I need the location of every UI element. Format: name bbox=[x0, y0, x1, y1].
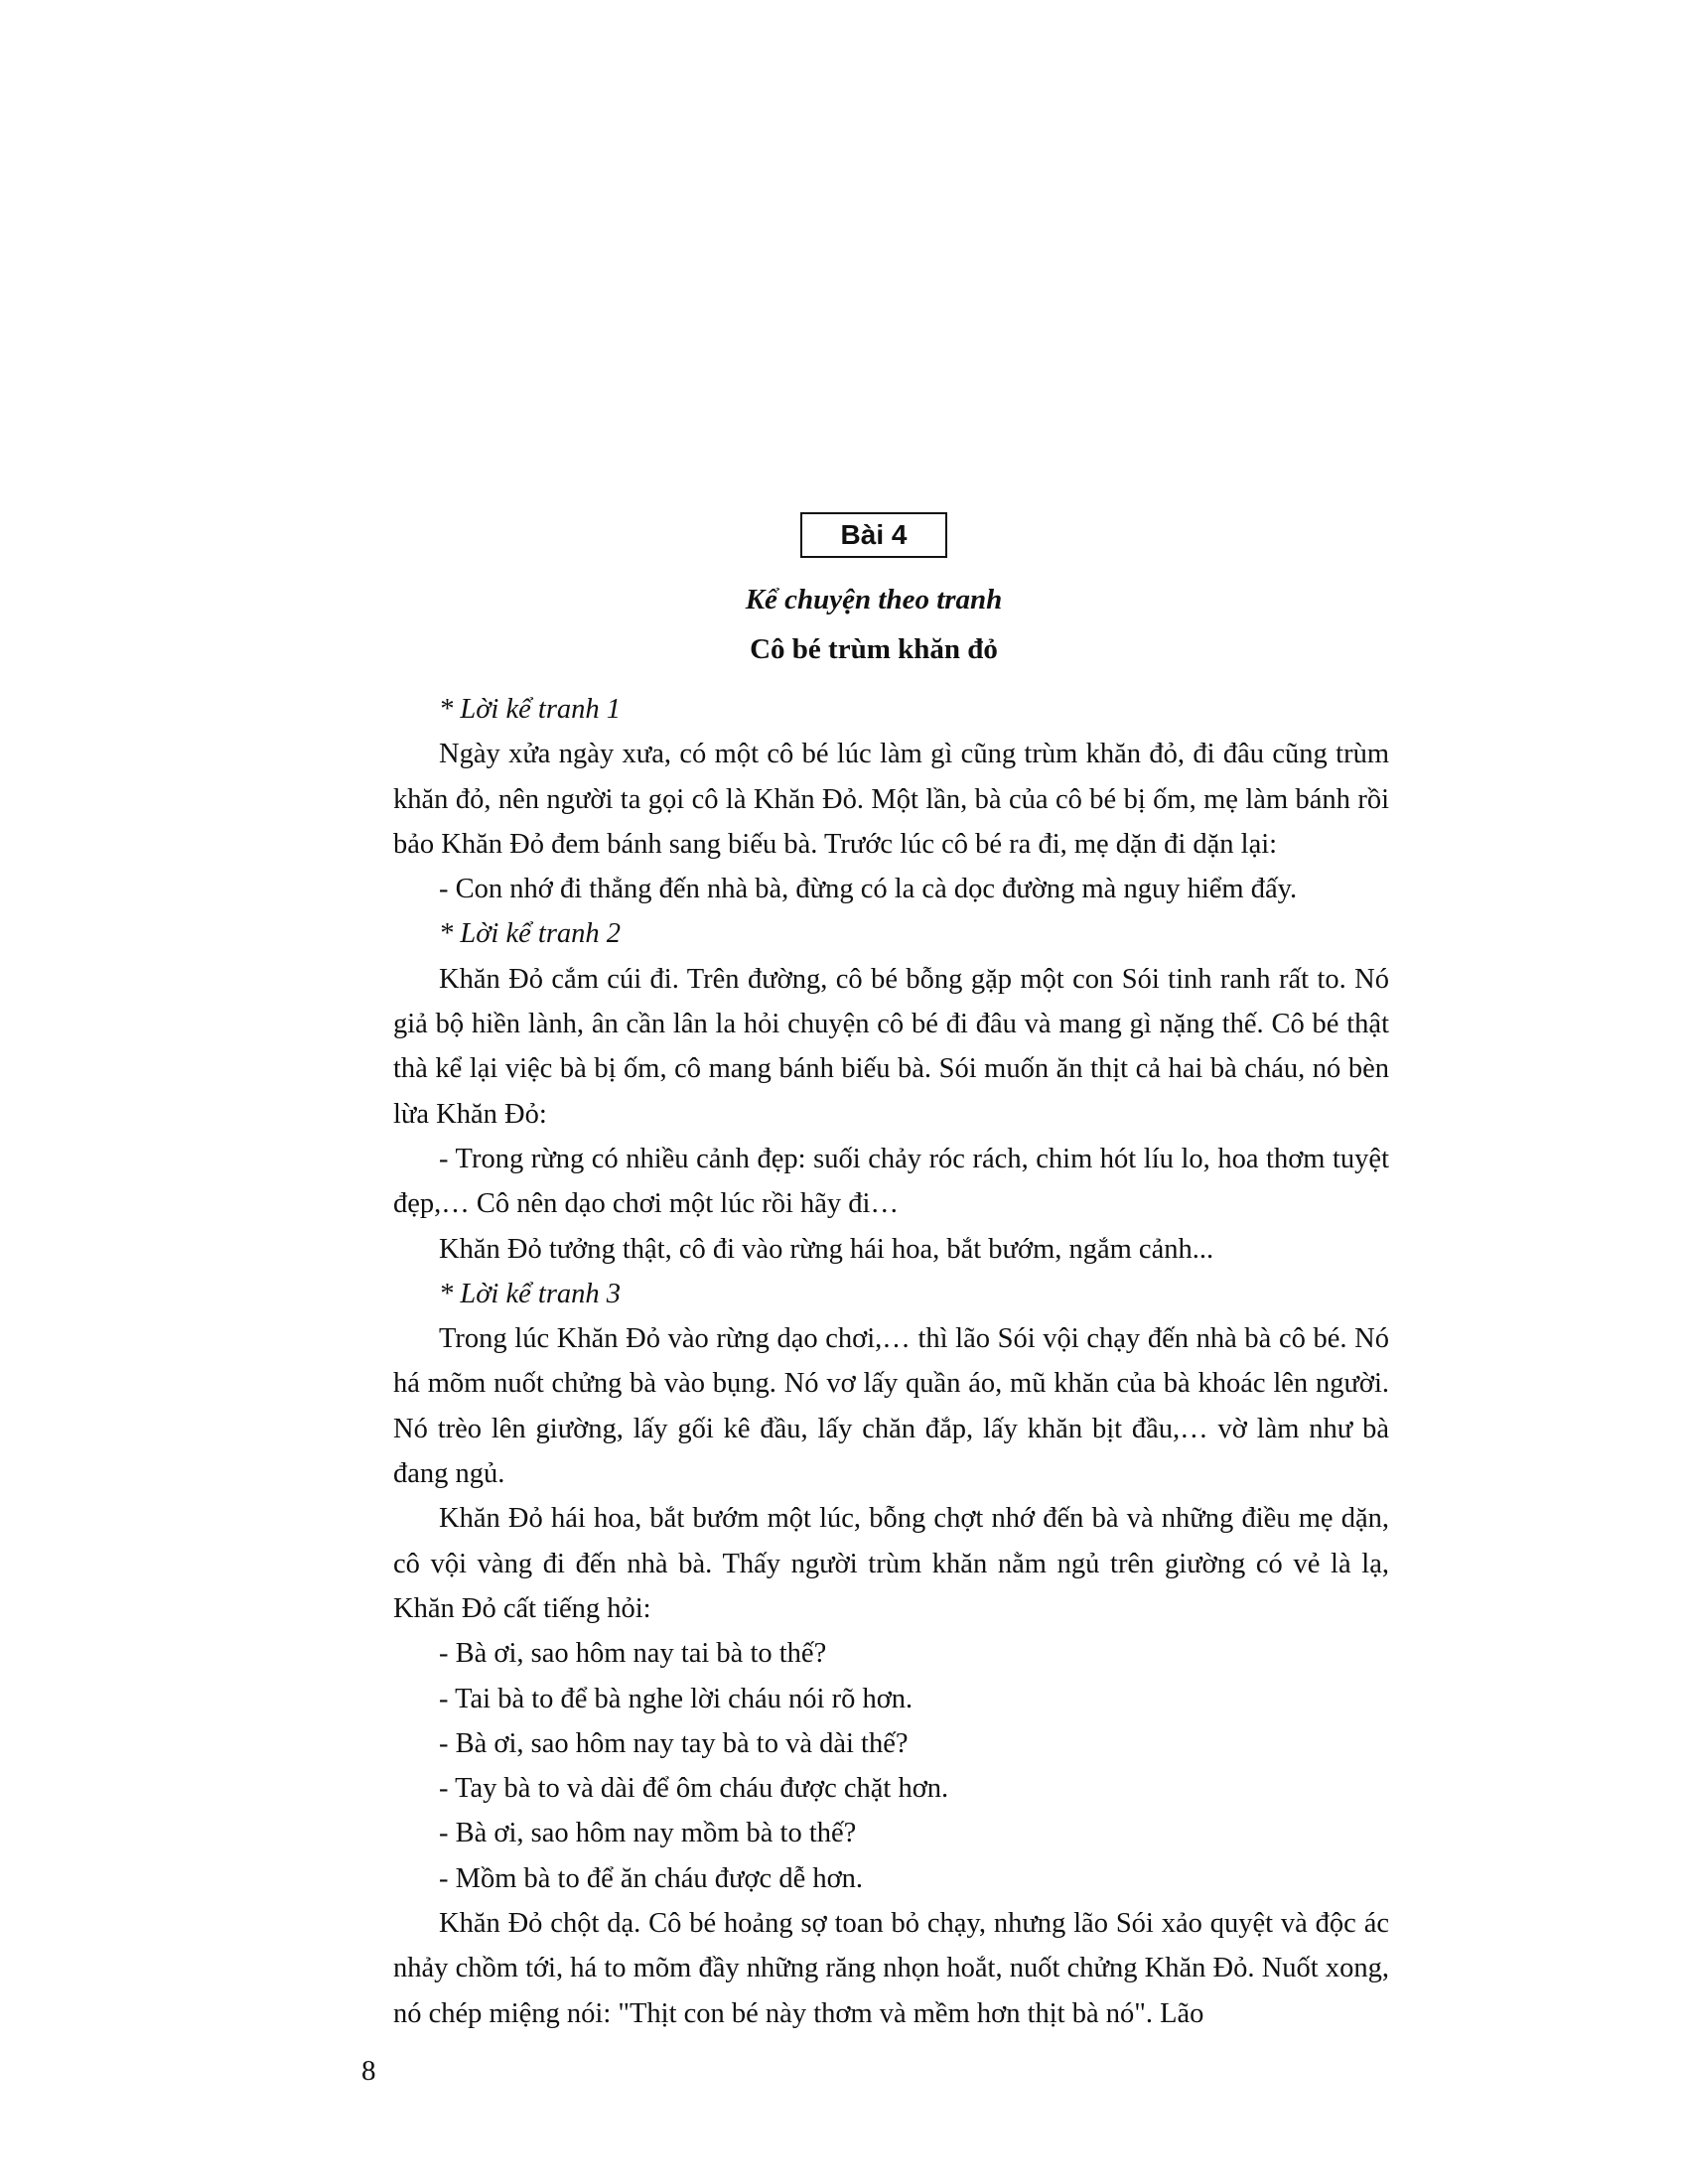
story-title: Cô bé trùm khăn đỏ bbox=[750, 633, 998, 665]
dialogue-line: - Trong rừng có nhiều cảnh đẹp: suối chảy róc rách, chim hót líu lo, hoa thơm tuyệt đẹp,… Cô nên dạo chơi một lúc rồi hãy đi… bbox=[393, 1143, 1389, 1220]
dialogue-line: - Bà ơi, sao hôm nay mồm bà to thế? bbox=[439, 1818, 857, 1849]
story-body bbox=[393, 687, 1389, 2036]
picture-1-heading: * Lời kể tranh 1 bbox=[439, 694, 622, 725]
lesson-label: Bài 4 bbox=[840, 519, 908, 550]
dialogue-line: - Bà ơi, sao hôm nay tai bà to thế? bbox=[439, 1638, 827, 1670]
picture-3-heading: * Lời kể tranh 3 bbox=[439, 1278, 622, 1309]
paragraph: Khăn Đỏ tưởng thật, cô đi vào rừng hái hoa, bắt bướm, ngắm cảnh... bbox=[439, 1233, 1214, 1265]
dialogue-line: - Tay bà to và dài để ôm cháu được chặt hơn. bbox=[439, 1773, 949, 1805]
paragraph: Ngày xửa ngày xưa, có một cô bé lúc làm gì cũng trùm khăn đỏ, đi đâu cũng trùm khăn đỏ, nên người ta gọi cô là Khăn Đỏ. Một lần, bà của cô bé bị ốm, mẹ làm bánh rồi bảo Khăn Đỏ đem bánh sang biếu bà. Trước lúc cô bé ra đi, mẹ dặn đi dặn lại: bbox=[393, 739, 1389, 860]
lesson-label-box bbox=[800, 512, 947, 558]
page-number: 8 bbox=[361, 2055, 376, 2087]
dialogue-line: - Mồm bà to để ăn cháu được dễ hơn. bbox=[439, 1862, 864, 1894]
paragraph: Khăn Đỏ cắm cúi đi. Trên đường, cô bé bỗng gặp một con Sói tinh ranh rất to. Nó giả bộ hiền lành, ân cần lân la hỏi chuyện cô bé đi đâu và mang gì nặng thế. Cô bé thật thà kể lại việc bà bị ốm, cô mang bánh biếu bà. Sói muốn ăn thịt cả hai bà cháu, nó bèn lừa Khăn Đỏ: bbox=[393, 963, 1389, 1130]
section-title: Kể chuyện theo tranh bbox=[745, 584, 1003, 615]
paragraph: Trong lúc Khăn Đỏ vào rừng dạo chơi,… thì lão Sói vội chạy đến nhà bà cô bé. Nó há mõm nuốt chửng bà vào bụng. Nó vơ lấy quần áo, mũ khăn của bà khoác lên người. Nó trèo lên giường, lấy gối kê đầu, lấy chăn đắp, lấy khăn bịt đầu,… vờ làm như bà đang ngủ. bbox=[393, 1323, 1389, 1490]
dialogue-line: - Bà ơi, sao hôm nay tay bà to và dài thế? bbox=[439, 1727, 909, 1759]
dialogue-line: - Tai bà to để bà nghe lời cháu nói rõ hơn. bbox=[439, 1683, 914, 1714]
picture-2-heading: * Lời kể tranh 2 bbox=[439, 918, 622, 950]
paragraph: Khăn Đỏ hái hoa, bắt bướm một lúc, bỗng chợt nhớ đến bà và những điều mẹ dặn, cô vội vàng đi đến nhà bà. Thấy người trùm khăn nằm ngủ trên giường có vẻ là lạ, Khăn Đỏ cất tiếng hỏi: bbox=[393, 1503, 1389, 1624]
dialogue-line: - Con nhớ đi thẳng đến nhà bà, đừng có la cà dọc đường mà nguy hiểm đấy. bbox=[439, 874, 1298, 905]
paragraph: Khăn Đỏ chột dạ. Cô bé hoảng sợ toan bỏ chạy, nhưng lão Sói xảo quyệt và độc ác nhảy chồm tới, há to mõm đầy những răng nhọn hoắt, nuốt chửng Khăn Đỏ. Nuốt xong, nó chép miệng nói: "Thịt con bé này thơm và mềm hơn thịt bà nó". Lão bbox=[393, 1908, 1389, 2029]
